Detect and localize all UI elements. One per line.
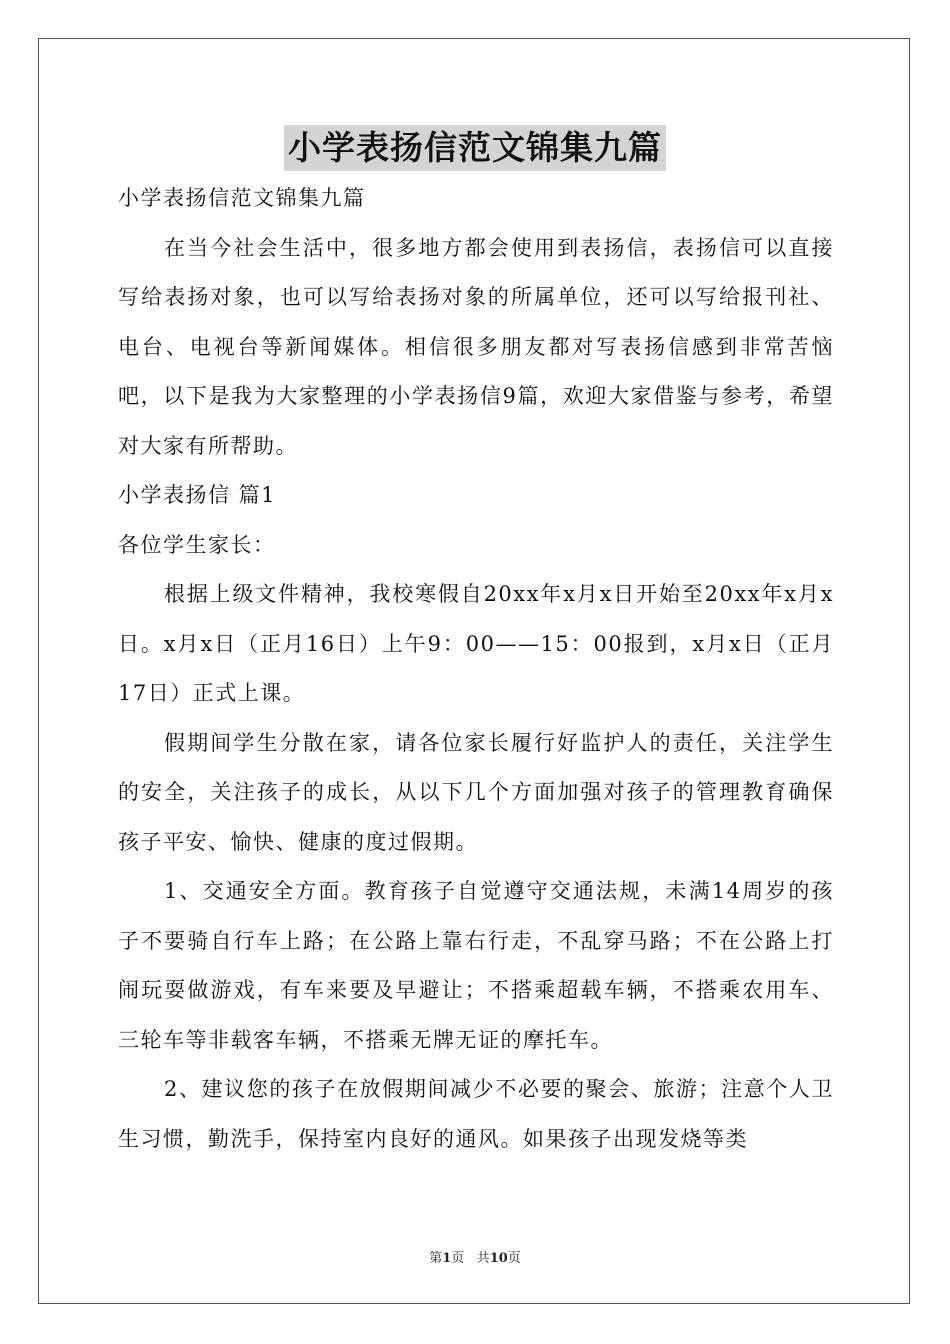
page-prefix: 第 [429,1251,443,1266]
page-footer [0,1247,950,1266]
paragraph: 在当今社会生活中，很多地方都会使用到表扬信，表扬信可以直接写给表扬对象，也可以写给表扬对象的所属单位，还可以写给报刊社、电台、电视台等新闻媒体。相信很多朋友都对写表扬信感到非常苦恼吧，以下是我为大家整理的小学表扬信9篇，欢迎大家借鉴与参考，希望对大家有所帮助。 [118,235,834,458]
total-prefix: 共 [476,1251,490,1266]
document-title: 小学表扬信范文锦集九篇 [284,125,666,171]
page-current: 1 [442,1251,452,1266]
paragraph: 假期间学生分散在家，请各位家长履行好监护人的责任，关注学生的安全，关注孩子的成长，从以下几个方面加强对孩子的管理教育确保孩子平安、愉快、健康的度过假期。 [118,730,834,854]
page-suffix: 页 [451,1251,465,1266]
title-container [0,125,950,171]
paragraph: 2、建议您的孩子在放假期间减少不必要的聚会、旅游；注意个人卫生习惯，勤洗手，保持室内良好的通风。如果孩子出现发烧等类 [118,1077,834,1151]
total-suffix: 页 [507,1251,521,1266]
salutation: 各位学生家长： [118,532,276,557]
document-body [118,174,834,1164]
section-heading: 小学表扬信 篇1 [118,483,277,507]
paragraph: 小学表扬信范文锦集九篇 [118,186,366,210]
page-total: 10 [489,1251,508,1266]
paragraph: 1、交通安全方面。教育孩子自觉遵守交通法规，未满14周岁的孩子不要骑自行车上路；在公路上靠右行走，不乱穿马路；不在公路上打闹玩耍做游戏，有车来要及早避让；不搭乘超载车辆，不搭乘农用车、三轮车等非载客车辆，不搭乘无牌无证的摩托车。 [118,879,834,1052]
paragraph: 根据上级文件精神，我校寒假自20xx年x月x日开始至20xx年x月x日。x月x日（正月16日）上午9：00——15：00报到，x月x日（正月17日）正式上课。 [118,582,834,705]
